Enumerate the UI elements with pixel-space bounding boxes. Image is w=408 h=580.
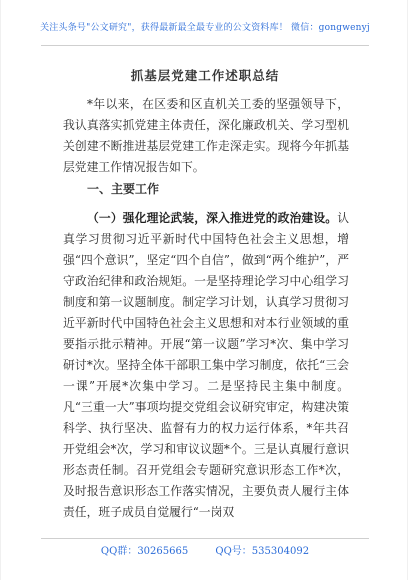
footer-qq-group: QQ群：30265665 bbox=[100, 546, 189, 557]
header-divider bbox=[41, 45, 369, 46]
section-heading: 一、主要工作 bbox=[87, 182, 160, 196]
sub-heading-body: 认真学习贯彻习近平新时代中国特色社会主义思想，增强“四个意识”，坚定“四个自信”，做到“两个维护”，严守政治纪律和政治规矩。一是坚持理论学习中心组学习制度和第一议题制度。制定学习计划，认真学习贯彻习近平新时代中国特色社会主义思想和对本行业领域的重要指示批示精神。开展“第一议题”学习*次、集中学习研讨*次。坚持全体干部职工集中学习制度，依托“三会一课”开展*次集中学习。二是坚持民主集中制度。凡“三重一大”事项均提交党组会议研究审定，构建决策科学、执行坚决、监督有力的权力运行体系，*年共召开党组会*次，学习和审议议题*个。三是认真履行意识形态责任制。召开党组会专题研究意识形态工作*次，及时报告意识形态工作落实情况，主要负责人履行主体责任，班子成员自觉履行“一岗双 bbox=[63, 211, 349, 519]
intro-paragraph bbox=[63, 94, 349, 178]
header-banner: 关注头条号"公文研究"，获得最新最全最专业的公文资料库！ 微信：gongwenyj bbox=[40, 23, 370, 33]
intro-text: *年以来，在区委和区直机关工委的坚强领导下，我认真落实抓党建主体责任，深化廉政机关、学习型机关创建不断推进基层党建工作走深走实。现将今年抓基层党建工作情况报告如下。 bbox=[63, 97, 349, 174]
main-text bbox=[63, 208, 349, 523]
footer bbox=[1, 542, 408, 557]
footer-divider bbox=[41, 538, 369, 539]
main-paragraph bbox=[63, 208, 349, 523]
sub-heading: （一）强化理论武装，深入推进党的政治建设。 bbox=[87, 211, 338, 225]
document-title: 抓基层党建工作述职总结 bbox=[130, 68, 280, 83]
footer-qq-number: QQ号：535304092 bbox=[215, 546, 310, 557]
